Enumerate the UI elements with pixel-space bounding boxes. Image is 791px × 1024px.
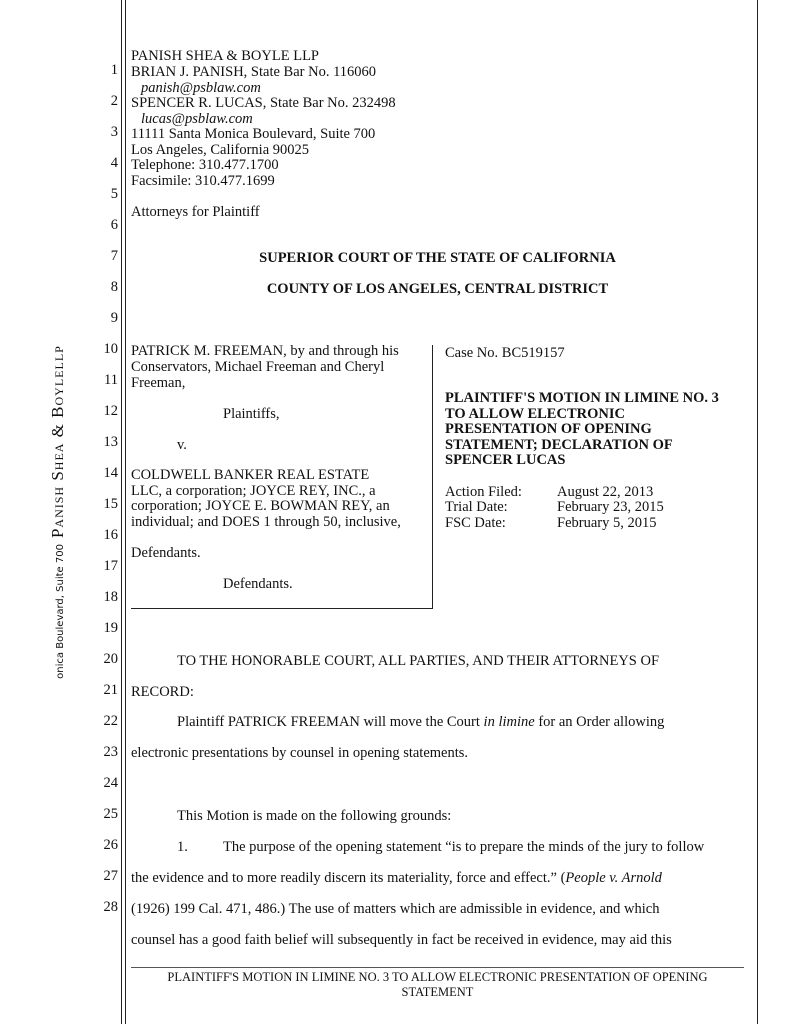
plaintiff-name: Conservators, Michael Freeman and Cheryl xyxy=(131,359,385,375)
footer-rule xyxy=(131,967,744,968)
line-number: 1 xyxy=(110,62,118,78)
paragraph-line: electronic presentations by counsel in opening statements. xyxy=(131,745,469,761)
paragraph-line xyxy=(131,870,662,887)
text-run-italic: People v. Arnold xyxy=(565,870,662,886)
document-title: STATEMENT; DECLARATION OF xyxy=(445,437,673,453)
line-number: 24 xyxy=(103,775,118,791)
sidebar-firm-name: Panish Shea & Boylellp xyxy=(48,345,67,539)
attorney-email: panish@psblaw.com xyxy=(141,80,261,96)
line-number: 5 xyxy=(110,186,118,202)
date-label: FSC Date: xyxy=(445,515,506,531)
attorney-name: SPENCER R. LUCAS, State Bar No. 232498 xyxy=(131,95,396,111)
text-run: Plaintiff PATRICK FREEMAN will move the Court xyxy=(177,714,484,730)
document-title: TO ALLOW ELECTRONIC xyxy=(445,406,625,422)
line-number: 7 xyxy=(110,248,118,264)
case-number: Case No. BC519157 xyxy=(445,345,565,361)
firm-name: PANISH SHEA & BOYLE LLP xyxy=(131,48,319,64)
firm-facsimile: Facsimile: 310.477.1699 xyxy=(131,173,275,189)
caption-divider xyxy=(432,345,433,609)
line-number: 23 xyxy=(103,744,118,760)
line-number: 14 xyxy=(103,465,118,481)
date-label: Action Filed: xyxy=(445,484,522,500)
court-name: SUPERIOR COURT OF THE STATE OF CALIFORNIA xyxy=(259,250,616,266)
salutation: RECORD: xyxy=(131,684,194,700)
firm-city: Los Angeles, California 90025 xyxy=(131,142,310,158)
caption-underline xyxy=(131,608,433,609)
paragraph-line xyxy=(177,714,664,731)
document-title: PLAINTIFF'S MOTION IN LIMINE NO. 3 xyxy=(445,390,719,406)
date-value: February 23, 2015 xyxy=(557,499,664,515)
line-number: 18 xyxy=(103,589,118,605)
line-number: 26 xyxy=(103,837,118,853)
firm-street: 11111 Santa Monica Boulevard, Suite 700 xyxy=(131,126,376,142)
line-number: 20 xyxy=(103,651,118,667)
firm-telephone: Telephone: 310.477.1700 xyxy=(131,157,279,173)
date-label: Trial Date: xyxy=(445,499,508,515)
line-number: 9 xyxy=(110,310,118,326)
sidebar-address: onica Boulevard, Suite 700 xyxy=(55,544,66,679)
line-number: 25 xyxy=(103,806,118,822)
defendant-name: individual; and DOES 1 through 50, inclusive, xyxy=(131,514,401,530)
line-number: 6 xyxy=(110,217,118,233)
right-margin-rule xyxy=(757,0,758,1024)
grounds-intro: This Motion is made on the following grounds: xyxy=(177,808,452,824)
line-number: 11 xyxy=(104,372,118,388)
line-number: 12 xyxy=(103,403,118,419)
defendants-line: Defendants. xyxy=(131,545,201,561)
line-number: 10 xyxy=(103,341,118,357)
plaintiffs-label: Plaintiffs, xyxy=(223,406,280,422)
line-number: 2 xyxy=(110,93,118,109)
document-title: PRESENTATION OF OPENING xyxy=(445,421,652,437)
paragraph-line: (1926) 199 Cal. 471, 486.) The use of matters which are admissible in evidence, and which xyxy=(131,901,660,917)
plaintiff-name: Freeman, xyxy=(131,375,186,391)
paragraph-line: counsel has a good faith belief will subsequently in fact be received in evidence, may aid this xyxy=(131,932,672,948)
versus: v. xyxy=(177,437,187,453)
document-title: SPENCER LUCAS xyxy=(445,452,566,468)
text-run-italic: in limine xyxy=(483,714,535,730)
line-number: 21 xyxy=(103,682,118,698)
line-number: 3 xyxy=(110,124,118,140)
line-number: 27 xyxy=(103,868,118,884)
footer-title: PLAINTIFF'S MOTION IN LIMINE NO. 3 TO ALLOW ELECTRONIC PRESENTATION OF OPENING xyxy=(167,970,708,984)
list-item-number: 1. xyxy=(177,839,188,855)
line-number: 19 xyxy=(103,620,118,636)
court-district: COUNTY OF LOS ANGELES, CENTRAL DISTRICT xyxy=(266,281,609,297)
line-number: 22 xyxy=(103,713,118,729)
text-run: for an Order allowing xyxy=(534,714,665,730)
line-number: 13 xyxy=(103,434,118,450)
attorney-email: lucas@psblaw.com xyxy=(141,111,253,127)
line-number: 15 xyxy=(103,496,118,512)
salutation: TO THE HONORABLE COURT, ALL PARTIES, AND THEIR ATTORNEYS OF xyxy=(177,653,660,669)
date-value: February 5, 2015 xyxy=(557,515,657,531)
line-number: 16 xyxy=(103,527,118,543)
left-margin-rule-inner xyxy=(125,0,126,1024)
defendant-name: COLDWELL BANKER REAL ESTATE xyxy=(131,467,370,483)
left-margin-rule-outer xyxy=(121,0,122,1024)
date-value: August 22, 2013 xyxy=(557,484,654,500)
defendants-label: Defendants. xyxy=(223,576,293,592)
line-number: 28 xyxy=(103,899,118,915)
footer-title: STATEMENT xyxy=(401,985,474,999)
text-run: the evidence and to more readily discern its materiality, force and effect.” ( xyxy=(131,870,566,886)
defendant-name: corporation; JOYCE E. BOWMAN REY, an xyxy=(131,498,390,514)
line-number: 8 xyxy=(110,279,118,295)
paragraph-line: The purpose of the opening statement “is to prepare the minds of the jury to follow xyxy=(223,839,705,855)
defendant-name: LLC, a corporation; JOYCE REY, INC., a xyxy=(131,483,376,499)
plaintiff-name: PATRICK M. FREEMAN, by and through his xyxy=(131,343,399,359)
attorney-name: BRIAN J. PANISH, State Bar No. 116060 xyxy=(131,64,377,80)
line-number: 17 xyxy=(103,558,118,574)
attorneys-for: Attorneys for Plaintiff xyxy=(131,204,260,220)
line-number: 4 xyxy=(110,155,118,171)
